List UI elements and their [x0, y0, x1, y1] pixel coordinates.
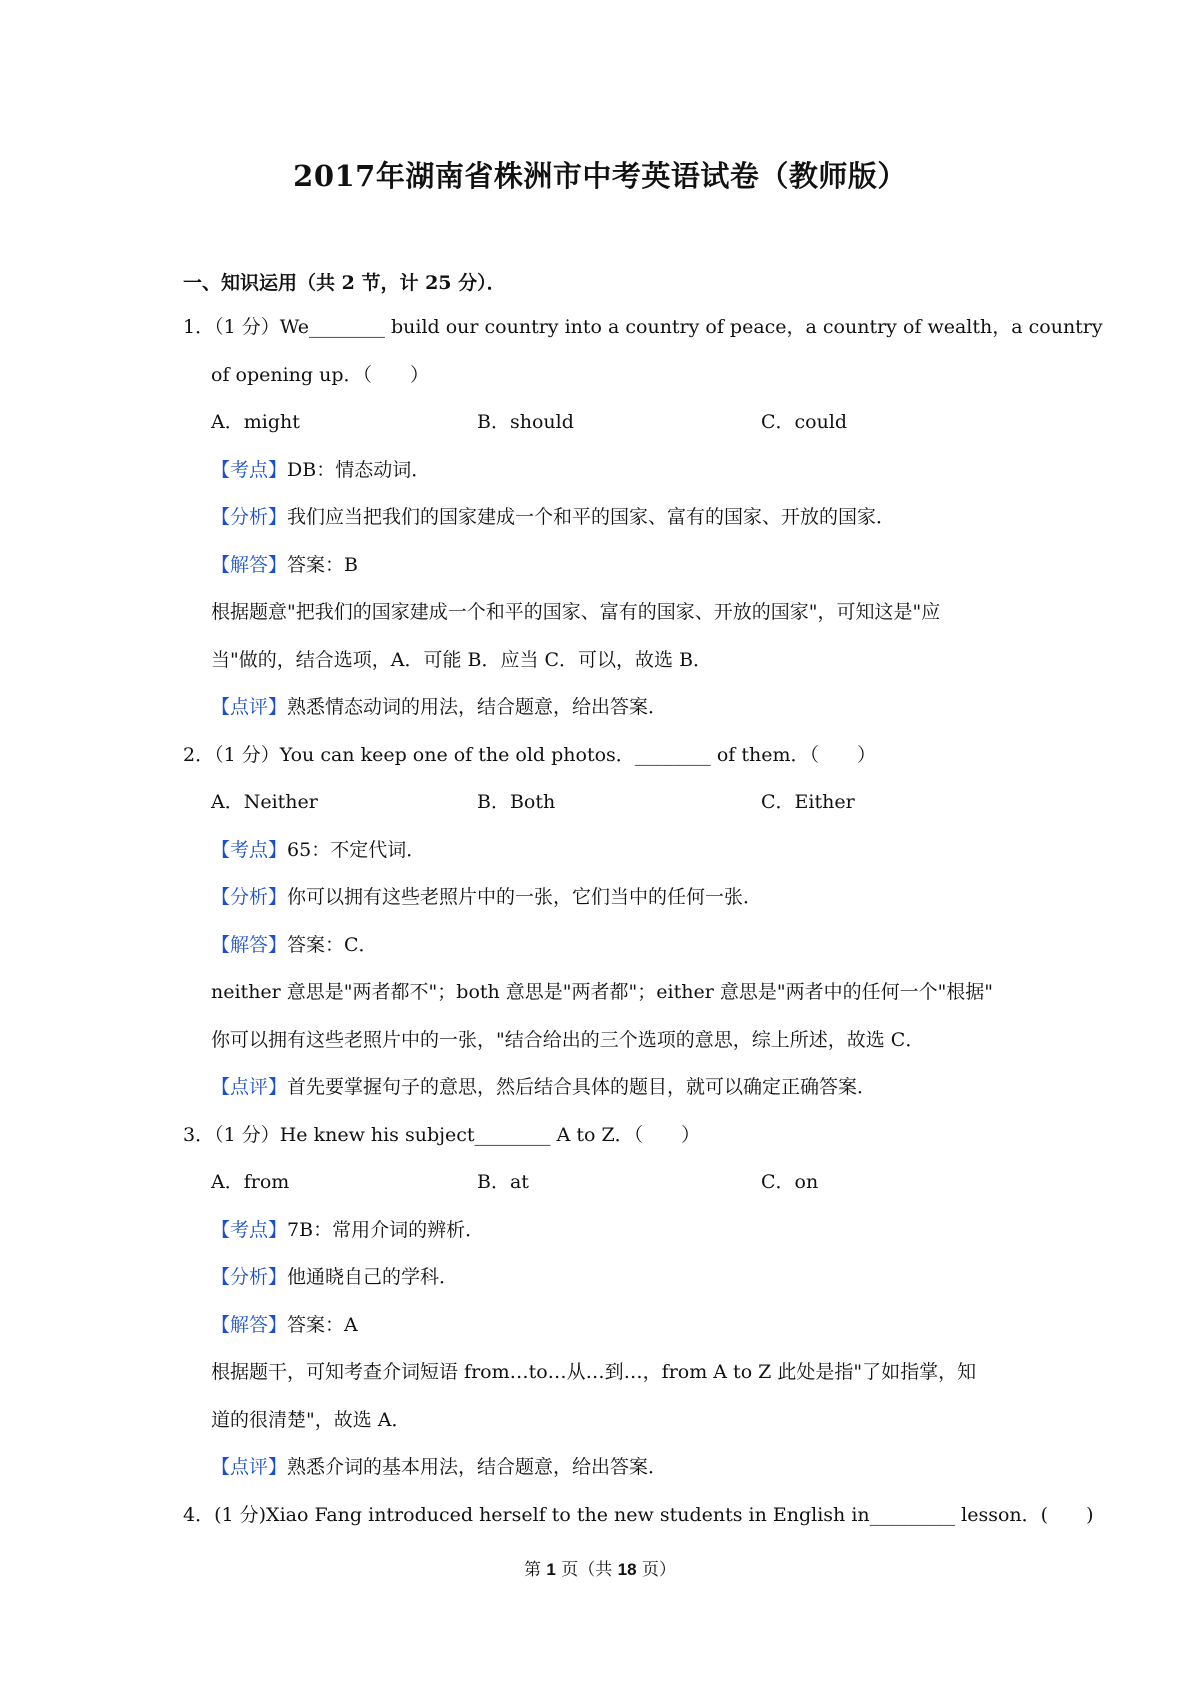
- question-2-jieda: [183, 930, 1033, 978]
- question-1-dianping: [183, 692, 1033, 740]
- question-3-jieda: [183, 1310, 1033, 1358]
- dianping-text: 首先要掌握句子的意思，然后结合具体的题目，就可以确定正确答案．: [287, 1076, 877, 1098]
- fenxi-tag: 【分析】: [211, 1266, 288, 1288]
- kaodian-text: 7B：常用介词的辨析．: [287, 1218, 485, 1241]
- kaodian-tag: 【考点】: [211, 458, 288, 481]
- question-1-stem-line-1: 1．（1 分）We________ build our country into a country of peace，a country of wealth，a country: [183, 316, 1103, 338]
- kaodian-text: DB：情态动词．: [287, 458, 431, 481]
- dianping-tag: 【点评】: [211, 1456, 288, 1478]
- jieda-text: 答案：C．: [287, 933, 378, 956]
- question-3-explanation-line-2: 道的很清楚"，故选 A．: [211, 1408, 411, 1431]
- option-b: B．should: [477, 411, 574, 433]
- jieda-tag: 【解答】: [211, 1313, 288, 1336]
- option-c: C．Either: [761, 791, 855, 813]
- kaodian-tag: 【考点】: [211, 1218, 288, 1241]
- option-b: B．Both: [477, 791, 556, 813]
- question-2-options: [183, 787, 1033, 835]
- question-2-fenxi: [183, 882, 1033, 930]
- jieda-tag: 【解答】: [211, 553, 288, 576]
- question-3-fenxi: [183, 1262, 1033, 1310]
- question-2-kaodian: [183, 835, 1033, 883]
- footer-middle: 页（共: [555, 1560, 618, 1580]
- page-title: 2017年湖南省株洲市中考英语试卷（教师版）: [293, 159, 907, 193]
- option-b: B．at: [477, 1171, 529, 1193]
- question-1-kaodian: [183, 455, 1033, 503]
- option-a: A．might: [211, 411, 300, 433]
- questions-content: [183, 312, 1103, 1547]
- page-footer: [0, 1558, 1200, 1582]
- question-2-explanation-line-1: neither 意思是"两者都不"；both 意思是"两者都"；either 意思是"两者中的任何一个"根据": [211, 981, 994, 1003]
- footer-page-number: 1: [546, 1560, 556, 1579]
- footer-suffix: 页）: [636, 1560, 676, 1580]
- question-3-options: [183, 1167, 1033, 1215]
- question-1-jieda: [183, 550, 1033, 598]
- kaodian-text: 65：不定代词．: [287, 838, 426, 861]
- question-3-explanation-line-1: 根据题干，可知考查介词短语 from…to…从…到…，from A to Z 此处是指"了如指掌，知: [211, 1361, 977, 1383]
- option-c: C．on: [761, 1171, 819, 1193]
- question-1-options: [183, 407, 1033, 455]
- fenxi-text: 我们应当把我们的国家建成一个和平的国家、富有的国家、开放的国家．: [287, 506, 896, 528]
- section-heading: 一、知识运用（共 2 节，计 25 分）．: [183, 272, 506, 294]
- question-1-stem-line-2: of opening up．（ ）: [211, 363, 430, 386]
- question-1-explanation-line-2: 当"做的，结合选项，A．可能 B．应当 C．可以，故选 B．: [211, 648, 713, 671]
- question-3-stem-line-1: 3．（1 分）He knew his subject________ A to Z．（ ）: [183, 1123, 701, 1146]
- question-1-explanation-line-1: 根据题意"把我们的国家建成一个和平的国家、富有的国家、开放的国家"，可知这是"应: [211, 601, 941, 623]
- fenxi-tag: 【分析】: [211, 886, 288, 908]
- jieda-text: 答案：B: [287, 553, 358, 576]
- question-3-dianping: [183, 1452, 1033, 1500]
- fenxi-tag: 【分析】: [211, 506, 288, 528]
- dianping-text: 熟悉介词的基本用法，结合题意，给出答案．: [287, 1456, 668, 1478]
- question-3-kaodian: [183, 1215, 1033, 1263]
- kaodian-tag: 【考点】: [211, 838, 288, 861]
- option-a: A．from: [211, 1171, 290, 1193]
- question-2-dianping: [183, 1072, 1033, 1120]
- fenxi-text: 他通晓自己的学科．: [287, 1266, 459, 1288]
- footer-prefix: 第: [523, 1560, 547, 1580]
- fenxi-text: 你可以拥有这些老照片中的一张，它们当中的任何一张．: [287, 886, 763, 908]
- jieda-tag: 【解答】: [211, 933, 288, 956]
- footer-total-pages: 18: [617, 1560, 637, 1579]
- question-4-stem-line-1: 4．(1 分)Xiao Fang introduced herself to the new students in English in_________ lesson．( ): [183, 1503, 1094, 1526]
- dianping-text: 熟悉情态动词的用法，结合题意，给出答案．: [287, 696, 668, 718]
- question-1-fenxi: [183, 502, 1033, 550]
- option-c: C．could: [761, 411, 848, 433]
- question-2-stem-line-1: 2．（1 分）You can keep one of the old photos．________ of them．（ ）: [183, 743, 876, 766]
- dianping-tag: 【点评】: [211, 696, 288, 718]
- question-2-explanation-line-2: 你可以拥有这些老照片中的一张，"结合给出的三个选项的意思，综上所述，故选 C．: [211, 1028, 925, 1051]
- option-a: A．Neither: [211, 791, 318, 813]
- dianping-tag: 【点评】: [211, 1076, 288, 1098]
- jieda-text: 答案：A: [287, 1313, 358, 1336]
